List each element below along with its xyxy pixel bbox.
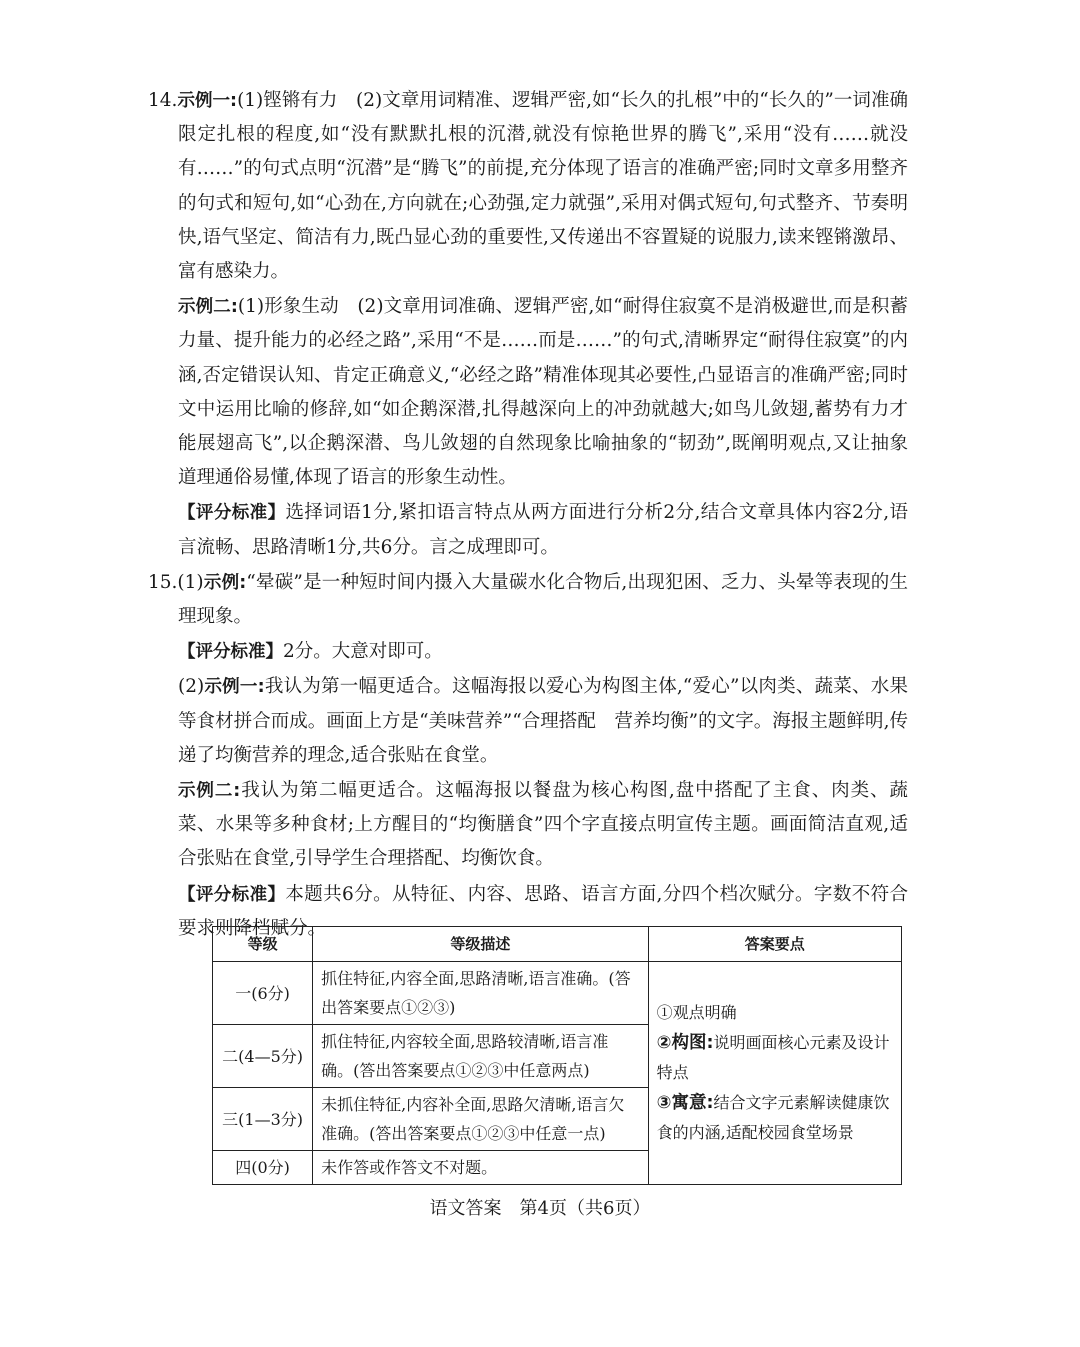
- header-level: 等级: [213, 927, 313, 962]
- grading-table: [212, 926, 902, 1185]
- question-number: 14.: [148, 90, 178, 111]
- scoring-label: 【评分标准】: [178, 884, 286, 905]
- example-label: 示例:: [203, 572, 247, 593]
- key-point-text: 说明画面核心元素及设计特点: [656, 1032, 890, 1083]
- scoring-text: 2分。大意对即可。: [283, 641, 443, 663]
- grade-level: 二(4—5分): [213, 1025, 313, 1088]
- key-point-3: [657, 1088, 893, 1148]
- q14-example-1: [148, 84, 908, 289]
- table-row: [213, 962, 902, 1025]
- grade-level: 三(1—3分): [213, 1088, 313, 1151]
- header-description: 等级描述: [313, 927, 648, 962]
- scoring-label: 【评分标准】: [178, 642, 283, 663]
- grade-description: 未抓住特征,内容补全面,思路欠清晰,语言欠准确。(答出答案要点①②③中任意一点): [313, 1088, 648, 1151]
- q14-scoring: [178, 496, 908, 564]
- q15-part-1-scoring: [178, 635, 908, 669]
- example-label: 示例二:: [178, 297, 238, 318]
- q15-part-2-example-1: [178, 670, 908, 773]
- q14-example-2: [178, 290, 908, 495]
- example-label: 示例一:: [204, 677, 265, 698]
- q15-part-2-example-2: [178, 774, 908, 877]
- example-text: (1)形象生动 (2)文章用词准确、逻辑严密,如“耐得住寂寞不是消极避世,而是积蓄力量、提升能力的必经之路”,采用“不是……而是……”的句式,清晰界定“耐得住寂寞”的内涵,否定错误认知、肯定正确意义,“必经之路”精准体现其必要性,凸显语言的准确严密;同时文中运用比喻的修辞,如“如企鹅深潜,扎得越深向上的冲劲就越大;如鸟儿敛翅,蓄势有力才能展翅高飞”,以企鹅深潜、鸟儿敛翅的自然现象比喻抽象的“韧劲”,既阐明观点,又让抽象道理通俗易懂,体现了语言的形象生动性。: [178, 296, 908, 489]
- page-footer: 语文答案 第4页（共6页）: [429, 1198, 651, 1219]
- question-number: 15.: [148, 571, 178, 593]
- part-prefix: (2): [178, 676, 205, 698]
- example-text: (1)铿锵有力 (2)文章用词精准、逻辑严密,如“长久的扎根”中的“长久的”一词准确限定扎根的程度,如“没有默默扎根的沉潜,就没有惊艳世界的腾飞”,采用“没有……就没有……”的句式点明“沉潜”是“腾飞”的前提,充分体现了语言的准确严密;同时文章多用整齐的句式和短句,如“心劲在,方向就在;心劲强,定力就强”,采用对偶式短句,句式整齐、节奏明快,语气坚定、简洁有力,既凸显心劲的重要性,又传递出不容置疑的说服力,读来铿锵激昂、富有感染力。: [178, 90, 908, 283]
- scoring-text: 本题共6分。从特征、内容、思路、语言方面,分四个档次赋分。字数不符合要求则降档赋分。: [178, 883, 909, 939]
- example-text: “晕碳”是一种短时间内摄入大量碳水化合物后,出现犯困、乏力、头晕等表现的生理现象。: [178, 571, 908, 628]
- table-header-row: [213, 927, 902, 962]
- grade-level: 一(6分): [213, 962, 313, 1025]
- scoring-label: 【评分标准】: [178, 503, 286, 524]
- key-point-2: [657, 1028, 893, 1088]
- example-text: 我认为第二幅更适合。这幅海报以餐盘为核心构图,盘中搭配了主食、肉类、蔬菜、水果等多种食材;上方醒目的“均衡膳食”四个字直接点明宣传主题。画面简洁直观,适合张贴在食堂,引导学生合理搭配、均衡饮食。: [178, 780, 908, 870]
- example-label: 示例二:: [178, 781, 241, 802]
- grade-description: 抓住特征,内容全面,思路清晰,语言准确。(答出答案要点①②③): [313, 962, 648, 1025]
- grade-description: 抓住特征,内容较全面,思路较清晰,语言准确。(答出答案要点①②③中任意两点): [313, 1025, 648, 1088]
- scoring-text: 选择词语1分,紧扣语言特点从两方面进行分析2分,结合文章具体内容2分,语言流畅、思路清晰1分,共6分。言之成理即可。: [178, 502, 908, 558]
- key-point-label: ③寓意:: [656, 1092, 714, 1113]
- grade-level: 四(0分): [213, 1151, 313, 1185]
- example-label: 示例一:: [177, 91, 238, 111]
- example-text: 我认为第一幅更适合。这幅海报以爱心为构图主体,“爱心”以肉类、蔬菜、水果等食材拼合而成。画面上方是“美味营养”“合理搭配 营养均衡”的文字。海报主题鲜明,传递了均衡营养的理念,适合张贴在食堂。: [178, 676, 908, 766]
- key-point-label: ②构图:: [656, 1032, 714, 1053]
- grade-description: 未作答或作答文不对题。: [313, 1151, 648, 1185]
- header-key-points: 答案要点: [648, 927, 901, 962]
- answer-content: [148, 84, 909, 947]
- q15-part-1: [148, 566, 908, 634]
- key-points: [648, 962, 901, 1185]
- key-point-1: ①观点明确: [656, 1003, 737, 1023]
- key-point-text: 结合文字元素解读健康饮食的内涵,适配校园食堂场景: [656, 1092, 890, 1143]
- part-prefix: (1): [177, 571, 204, 593]
